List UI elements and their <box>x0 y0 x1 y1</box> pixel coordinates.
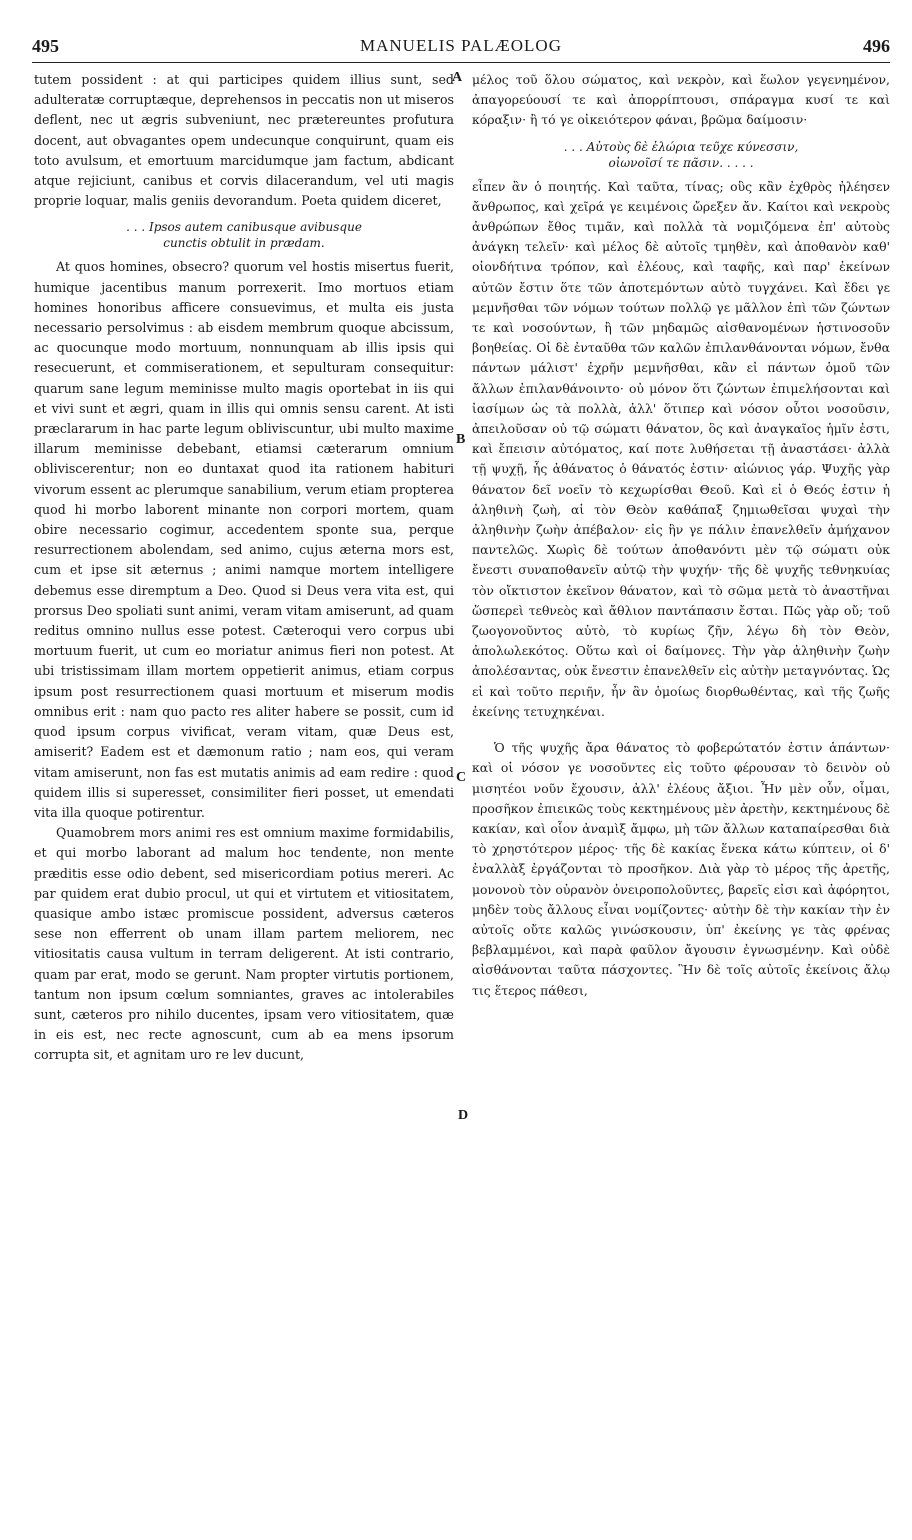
page-number-right: 496 <box>863 36 890 56</box>
page-number-left: 495 <box>32 36 59 56</box>
greek-paragraph-3: Ὁ τῆς ψυχῆς ἄρα θάνατος τὸ φοβερώτατόν ἐστιν ἁπάντων· καὶ οἱ νόσον γε νοσοῦντες εἰς τοῦτο φέρουσαν τὸ δεινὸν οὐ μισητέοι νοῦν ἔχουσιν, ἀλλ' ἐλέους ἄξιοι. Ἦν μὲν οὖν, οἶμαι, προσῆκον ἐπιεικῶς τοὺς κεκτημένους μὲν ἀρετὴν, κεκτημένους δὲ κακίαν, καὶ οἷον ἀναμὶξ ἄμφω, μὴ τῶν ἄλλων καταπαίρεσθαι διὰ τὸ χρηστότερον μέρος· τῆς δὲ κακίας ἕνεκα κάτω κύπτειν, οἱ δ' ἐναλλὰξ ἐργάζονται τὸ προσῆκον. Διὰ γὰρ τὸ μέρος τῆς ἀρετῆς, μονονοὺ τὸν οὐρανὸν ὀνειροπολοῦντες, βαρεῖς εἰσι καὶ ἀφόρητοι, μηδὲν τοὺς ἄλλους εἶναι νομίζοντες· αὐτὴν δὲ τὴν κακίαν τὴν ἐν αὐτοῖς οὔτε καλῶς γινώσκουσιν, ὑπ' ἐκείνης γε τὰς φρένας βεβλαμμένοι, καὶ παρὰ φαῦλον ἄγουσιν ἐγνωσμένην. Καὶ οὐδὲ αἰσθάνονται ταῦτα πάσχοντες. Ἣν δὲ τοῖς αὐτοῖς ἐκείνοις ἄλῳ τις ἕτερος πάθεσι, <box>472 740 890 998</box>
latin-paragraph-3: Quamobrem mors animi res est omnium maxime formidabilis, et qui morbo laborant ad malum hoc tendente, non mente præditis esse odio debent, sed misericordiam potius mereri. Ac par quidem erat dubio procul, ut qui et virtutem et vitiositatem, quasique ambo istæc promiscue possident, adversus cæteros sese non efferrent ob unam illam partem meliorem, nec vitiositatis causa vultum in terram deligerent. At isti contrario, quam par erat, modo se gerunt. Nam propter virtutis portionem, tantum non ipsum cœlum somniantes, graves ac intolerabiles sunt, cæteros pro nihilo ducentes, ipsam vero vitiositatem, quæ in eis est, nec recte agnoscunt, cum ab ea mens ipsorum corrupta sit, et agnitam uro re lev ducunt, <box>34 825 454 1063</box>
greek-verse <box>472 139 890 171</box>
greek-paragraph-2: εἶπεν ἂν ὁ ποιητής. Καὶ ταῦτα, τίνας; οὓς κἂν ἐχθρὸς ἠλέησεν ἄνθρωπος, καὶ χεῖρά γε κειμένοις ὤρεξεν ἄν. Καίτοι καὶ νεκροὺς ἀνθρώπων ἔθος τιμᾶν, καὶ πολλὰ τὰ νομιζόμενα ἐπ' αὐτοὺς ἀνάγκη τελεῖν· καὶ μέλος δὲ αὐτοῖς τμηθὲν, καὶ ἀποθανὸν καθ' οἱονδήτινα τρόπον, καὶ ἐλέους, καὶ ταφῆς, καὶ παρ' ἐκείνων αὐτῶν ἔστιν ὅτε τῶν ἀποτεμόντων αὐτὸ τυγχάνει. Καὶ ἔδει γε μεμνῆσθαι τῶν νόμων τούτων πολλῷ γε μᾶλλον ἐπὶ τῶν ζώντων τε καὶ νοσούντων, ἢ τῶν μηδαμῶς αἰσθανομένων ἡστινοσοῦν βοηθείας. Οἱ δὲ ἐνταῦθα τῶν καλῶν ἐπιλανθάνονται νόμων, ἔνθα πάντων μάλιστ' ἐχρῆν μεμνῆσθαι, κἂν εἰ πάντων ὁμοῦ τῶν ἄλλων ἐπιλανθάνοιντο· οὐ μόνον ὅτι ζώντων ἐπιμελήσονται καὶ ἰασίμων ὡς τὰ πολλὰ, ἀλλ' ὅτιπερ καὶ νόσον οὗτοι νοσοῦσιν, ἀπειλοῦσαν οὐ τῷ σώματι θάνατον, ὃς καὶ ἀναγκαῖος ἡμῖν ἐστι, καὶ ἔπεισιν αὐτόματος, καί ποτε λυθήσεται τῇ ἀναστάσει· ἀλλὰ τῇ ψυχῇ, ἧς ἀθάνατος ὁ θάνατός ἐστιν· αἰώνιος γάρ. Ψυχῆς γὰρ θάνατον δεῖ νοεῖν τὸ κεχωρίσθαι Θεοῦ. Καὶ εἰ ὁ Θεός ἐστιν ἡ ἀληθινὴ ζωὴ, αἱ τὸν Θεὸν καθάπαξ ζημιωθεῖσαι ψυχαὶ τὴν ἀληθινὴν ζωὴν ἀπέβαλον· εἰς ἣν γε πάλιν ἐπανελθεῖν ἀμήχανον παντελῶς. Χωρὶς δὲ τούτων ἀποθανόντι μὲν τῷ σώματι οὐκ ἔνεστι συναποθανεῖν αὐτῷ τὴν ψυχήν· τῆς δὲ ψυχῆς τεθνηκυίας τὸν οἴκτιστον ἐκεῖνον θάνατον, καὶ τὸ σῶμα μετὰ τὸ ἀναστῆναι ὥσπερεὶ τεθνεὸς καὶ ἄθλιον παντάπασιν ἔσται. Πῶς γὰρ οὔ; τοῦ ζωογονοῦντος αὐτὸ, τὸ κυρίως ζῆν, λέγω δὴ τὸν Θεὸν, ἀπολωλεκότος. Οὕτω καὶ οἱ δαίμονες. Τὴν γὰρ ἀληθινὴν ζωὴν ἀπολέσαντας, οὐκ ἔνεστιν ἐπανελθεῖν εἰς αὐτὴν μεταγνόντας. Ὡς εἰ καὶ τοῦτο περιῆν, ἦν ἂν ὁμοίως διορθωθέντας, καὶ τῆς ζωῆς ἐκείνης τετυχηκέναι. <box>472 178 890 719</box>
greek-verse-line-1: . . . Αὐτοὺς δὲ ἑλώρια τεῦχε κύνεσσιν, <box>563 139 799 154</box>
latin-paragraph-1: tutem possident : at qui participes quidem illius sunt, sed adulteratæ corruptæque, deprehensos in peccatis non ut miseros deflent, nec ut ægris subveniunt, nec prætereuntes profutura docent, aut obvagantes opem undecunque conquirunt, quam eis toto avulsum, et emortuum marcidumque jam factum, abdicant atque rejiciunt, canibus et corvis dilacerandum, vel uti magis proprie loquar, malis geniis devorandum. Poeta quidem diceret, <box>34 72 454 209</box>
latin-verse <box>34 219 454 251</box>
margin-letter-d: D <box>458 1108 469 1123</box>
latin-verse-line-1: . . . Ipsos autem canibusque avibusque <box>126 220 362 235</box>
margin-letter-c: C <box>456 770 467 785</box>
running-title: MANUELIS PALÆOLOG <box>360 36 562 55</box>
latin-column <box>34 70 454 1066</box>
margin-letter-b: B <box>456 432 466 447</box>
margin-letter-a: A <box>452 70 463 85</box>
latin-paragraph-2: At quos homines, obsecro? quorum vel hostis misertus fuerit, humique jacentibus manum porrexerit. Imo mortuos etiam homines honoribus afficere consuevimus, et multa eis justa necessario persolvimus : ab eisdem membrum quoque abcissum, ac quocunque modo mortuum, nonnunquam ab illis ipsis qui resecuerunt, et commiserationem, et sepulturam consequitur: quarum sane legum meminisse multo magis oportebat in iis qui et vivi sunt et ægri, quam in illis qui omnis sensu carent. At isti præclararum in hac parte legum obliviscuntur, ubi multo maxime illarum meminisse debebant, etiamsi cæterarum omnium obliviscerentur; non eo duntaxat quod ita rationem habituri vivorum essent ac plerumque sanabilium, verum etiam propterea quod hi morbo laborent minante non corpori mortem, quam obire necessario cogimur, accedentem sponte sua, perque resurrectionem abolendam, sed animo, cujus æterna mors est, cum et ipse sit æternus ; animi namque mortem intelligere debemus esse diremptum a Deo. Quod si Deus vera vita est, qui prorsus Deo spoliati sunt animi, veram vitam amiserunt, ad quam reditus omnino nullus esse potest. Cæteroqui vero corpus ubi mortuum fuerit, ut cum eo moriatur animus fieri non potest. At ubi tristissimam illam mortem oppetierit animus, etiam corpus ipsum post resurrectionem quasi mortuum et miserum modis omnibus erit : nam quo pacto res aliter habere se possit, cum id quod ipsum corpus vivificat, veram vitam, quæ Deus est, amiserit? Eadem est et dæmonum ratio ; nam eos, qui veram vitam amiserunt, non fas est mutatis animis ad eam redire : quod quidem illis si superesset, consimiliter fieri posset, ut emendati vita illa quoque potirentur. <box>34 259 454 820</box>
latin-verse-line-2: cunctis obtulit in prædam. <box>163 236 325 251</box>
section-gap <box>472 722 890 738</box>
page-header <box>32 36 890 63</box>
greek-paragraph-1: μέλος τοῦ ὅλου σώματος, καὶ νεκρὸν, καὶ ἕωλον γεγενημένον, ἀπαγορεύουσί τε καὶ ἀπορρίπτουσι, σπάραγμα κυσί τε καὶ κόραξιν· ἢ τό γε οἰκειότερον φάναι, βρῶμα δαίμοσιν· <box>472 72 890 128</box>
greek-column <box>472 70 890 1001</box>
greek-verse-line-2: οἰωνοῖσί τε πᾶσιν. . . . . <box>608 155 754 170</box>
